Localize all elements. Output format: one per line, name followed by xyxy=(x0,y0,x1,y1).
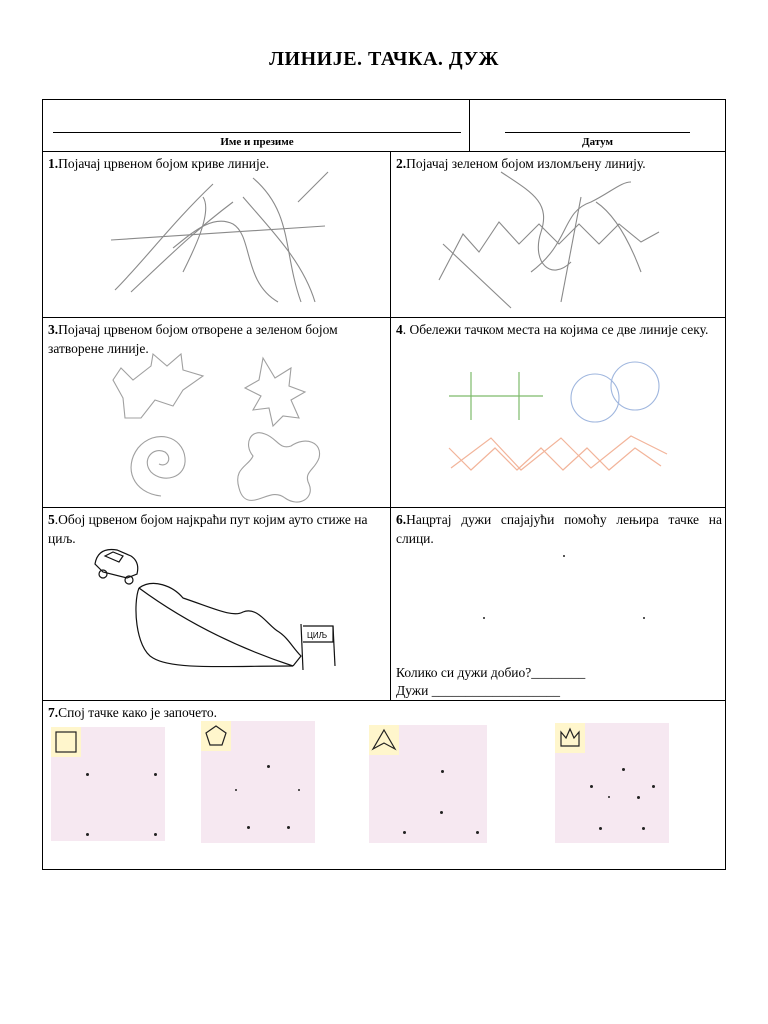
crown-icon xyxy=(555,723,585,753)
point[interactable] xyxy=(637,796,640,799)
point[interactable] xyxy=(154,833,157,836)
broken-line-figure[interactable] xyxy=(391,152,727,318)
task-4-cell xyxy=(391,318,727,507)
point[interactable] xyxy=(652,785,655,788)
task-6-text: 6.Нацртај дужи спајајући помоћу лењира тачке на слици. xyxy=(396,512,722,546)
question-segments[interactable]: Дужи ___________________ xyxy=(396,683,560,698)
curved-lines-figure[interactable] xyxy=(43,152,391,318)
row-task-7 xyxy=(43,701,725,871)
task-3-text: 3.Појачај црвеном бојом отворене а зеленом бојом затворене линије. xyxy=(48,322,338,356)
point[interactable] xyxy=(643,617,645,619)
name-cell[interactable] xyxy=(43,100,470,151)
point[interactable] xyxy=(483,617,485,619)
point[interactable] xyxy=(267,765,270,768)
task-5-cell xyxy=(43,508,391,700)
point[interactable] xyxy=(403,831,406,834)
task-3-cell xyxy=(43,318,391,507)
green-lines xyxy=(449,372,543,420)
row-tasks-1-2 xyxy=(43,152,725,318)
car-icon xyxy=(95,550,138,584)
task-2-text: 2.Појачај зеленом бојом изломљену линију. xyxy=(396,156,646,171)
point[interactable] xyxy=(590,785,593,788)
header-row xyxy=(43,100,725,152)
point[interactable] xyxy=(608,796,610,798)
point[interactable] xyxy=(235,789,237,791)
dot-panel-square[interactable] xyxy=(51,727,165,841)
point[interactable] xyxy=(298,789,300,791)
task-1-cell xyxy=(43,152,391,317)
point[interactable] xyxy=(86,833,89,836)
worksheet-table xyxy=(42,99,726,870)
task-2-cell xyxy=(391,152,727,317)
date-line xyxy=(505,132,690,133)
point[interactable] xyxy=(599,827,602,830)
dot-panel-arrow[interactable] xyxy=(369,725,487,843)
point[interactable] xyxy=(642,827,645,830)
dot-panel-pentagon[interactable] xyxy=(201,721,315,843)
date-cell[interactable] xyxy=(470,100,727,151)
point[interactable] xyxy=(441,770,444,773)
point[interactable] xyxy=(476,831,479,834)
point[interactable] xyxy=(563,555,565,557)
task-6-cell xyxy=(391,508,727,700)
intersecting-lines-figure[interactable] xyxy=(391,318,727,508)
row-tasks-5-6 xyxy=(43,508,725,701)
point[interactable] xyxy=(287,826,290,829)
task-7-text: 7.Спој тачке како је започето. xyxy=(48,705,217,720)
open-closed-lines-figure[interactable] xyxy=(43,318,391,508)
point[interactable] xyxy=(154,773,157,776)
page-title: ЛИНИЈЕ. ТАЧКА. ДУЖ xyxy=(269,48,499,70)
task-5-text: 5.Обој црвеном бојом најкраћи пут којим ауто стиже на циљ. xyxy=(48,512,368,546)
point[interactable] xyxy=(247,826,250,829)
point[interactable] xyxy=(86,773,89,776)
task-1-text: 1.Појачај црвеном бојом криве линије. xyxy=(48,156,270,171)
orange-zigzags xyxy=(449,436,667,470)
question-segment-count[interactable]: Колико си дужи добио?________ xyxy=(396,665,586,680)
date-label: Датум xyxy=(582,136,613,148)
task-4-text: 4. Обележи тачком места на којима се две линије секу. xyxy=(396,322,709,337)
dot-panel-crown[interactable] xyxy=(555,723,669,843)
flag-label: ЦИЉ xyxy=(307,631,328,640)
name-line xyxy=(53,132,461,133)
arrow-icon xyxy=(369,725,399,755)
point[interactable] xyxy=(622,768,625,771)
pentagon-icon xyxy=(201,721,231,751)
point[interactable] xyxy=(440,811,443,814)
name-label: Име и презиме xyxy=(220,136,294,148)
car-route-figure[interactable] xyxy=(43,508,391,701)
blue-circles xyxy=(571,362,659,422)
task-6-answers xyxy=(396,664,585,700)
row-tasks-3-4 xyxy=(43,318,725,508)
square-icon xyxy=(51,727,81,757)
